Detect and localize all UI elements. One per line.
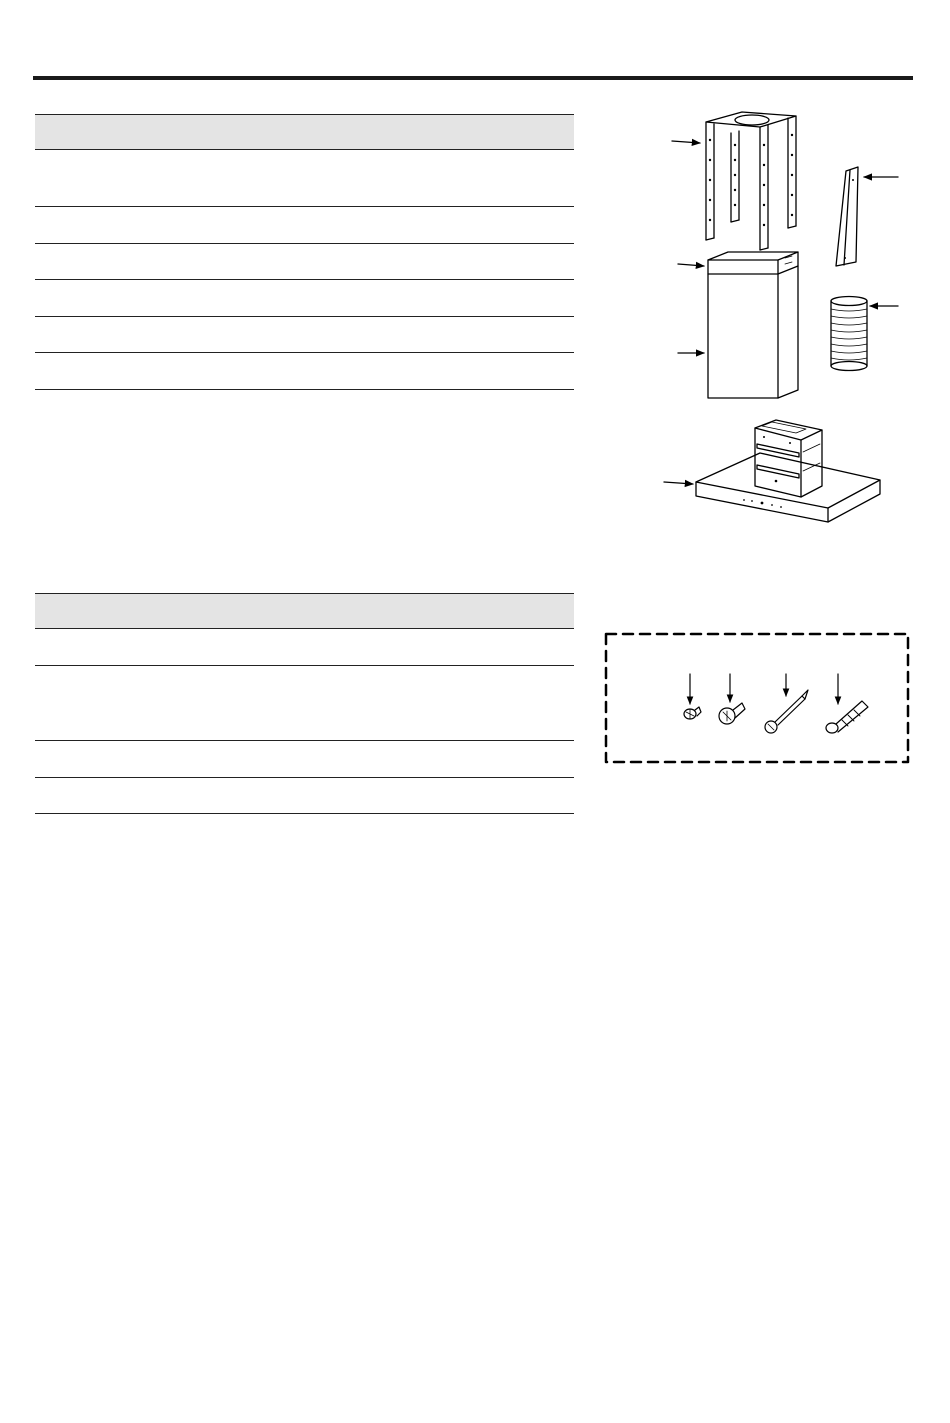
header-rule — [33, 76, 913, 80]
table-row — [35, 244, 574, 280]
upper-chimney — [708, 252, 798, 398]
table-row — [35, 778, 574, 814]
upper-bracket-arrow — [672, 141, 700, 143]
parts-table — [35, 114, 574, 390]
wall-anchor-icon — [826, 701, 868, 733]
table-row — [35, 207, 574, 244]
table-row — [35, 629, 574, 666]
table-row — [35, 666, 574, 741]
small-screw-icon — [684, 707, 701, 719]
table-row — [35, 741, 574, 778]
chimney-support-strip — [836, 167, 858, 266]
hardware-table-header — [35, 593, 574, 629]
upper-chimney-arrow — [678, 264, 704, 266]
long-screw-icon — [765, 690, 808, 733]
flat-head-screw-icon — [719, 703, 745, 724]
upper-bracket — [706, 112, 796, 250]
range-hood-body — [696, 420, 880, 522]
hardware-pack — [600, 628, 916, 768]
flexible-duct — [831, 297, 867, 371]
table-row — [35, 280, 574, 317]
hood-body-arrow — [664, 482, 693, 484]
parts-table-header — [35, 114, 574, 150]
hardware-table — [35, 593, 574, 814]
table-row — [35, 150, 574, 207]
hardware-dashed-box — [606, 634, 908, 762]
table-row — [35, 353, 574, 390]
table-row — [35, 317, 574, 353]
range-hood-exploded-diagram — [590, 100, 920, 530]
